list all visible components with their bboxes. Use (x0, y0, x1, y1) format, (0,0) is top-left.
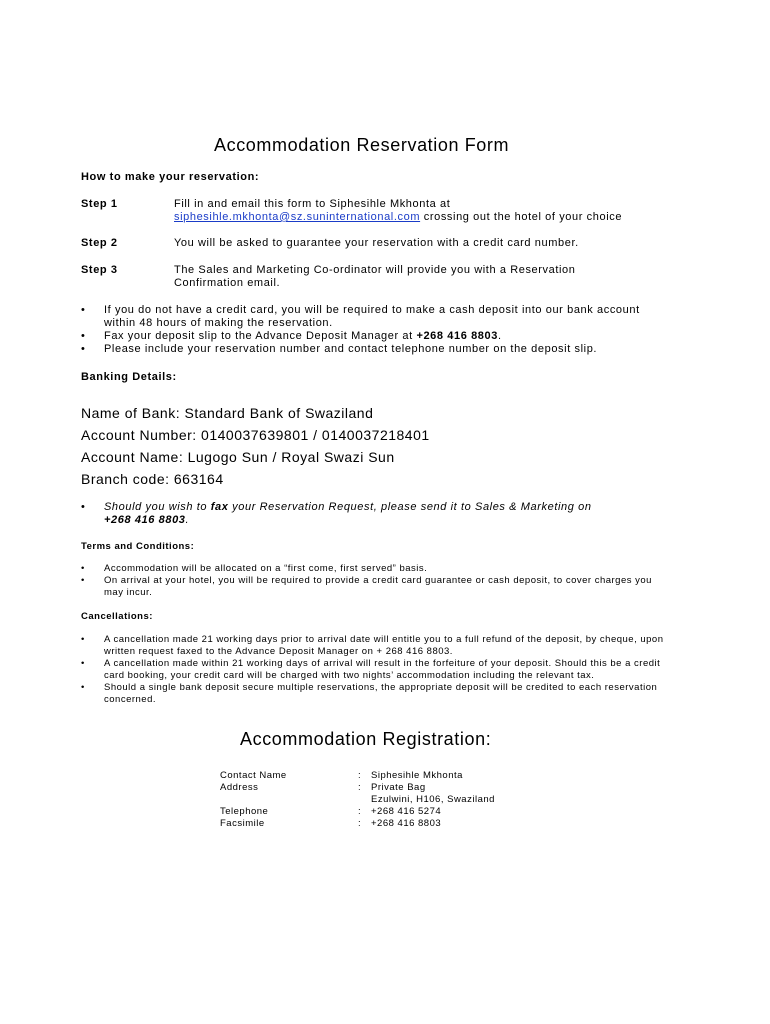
contact-values (371, 770, 495, 830)
contact-separators (358, 770, 361, 830)
step-2-label: Step 2 (81, 237, 118, 249)
separator: : (358, 782, 362, 793)
registration-title: Accommodation Registration: (240, 729, 492, 749)
separator: : (358, 806, 362, 817)
address-label: Address (220, 782, 259, 793)
how-heading: How to make your reservation: (81, 171, 260, 183)
list-item (81, 563, 671, 575)
bullet-text: Please include your reservation number and contact telephone number on the deposit slip. (104, 343, 598, 355)
address-line1: Private Bag (371, 782, 426, 793)
contact-labels (220, 770, 287, 830)
terms-heading: Terms and Conditions: (81, 541, 195, 552)
facsimile-label: Facsimile (220, 818, 265, 829)
fax-request-part2: your Reservation Request, please send it to Sales & Marketing on (228, 501, 592, 513)
step-1-label: Step 1 (81, 198, 118, 210)
cancellation-text: A cancellation made within 21 working days of arrival will result in the forfeiture of your deposit. Should this be a credit card booking, your credit card will be charged with two nights’ accommodation including the relevant tax. (104, 658, 661, 681)
banking-heading: Banking Details: (81, 371, 177, 383)
cancellations-list (81, 634, 671, 706)
fax-request-text (104, 501, 592, 527)
list-item (81, 658, 671, 682)
cancellation-text: Should a single bank deposit secure multiple reservations, the appropriate deposit will be credited to each reservation concerned. (104, 682, 658, 705)
bullet-icon: • (81, 634, 85, 645)
fax-bullet-number: +268 416 8803 (416, 330, 498, 342)
fax-bullet-after: . (497, 330, 502, 342)
bullet-icon: • (81, 343, 86, 355)
step-3-text: The Sales and Marketing Co-ordinator will provide you with a Reservation Confirmation email. (174, 264, 576, 289)
bullet-icon: • (81, 330, 86, 342)
fax-request-fax: fax (210, 501, 229, 513)
facsimile-value: +268 416 8803 (371, 818, 442, 829)
bullet-icon: • (81, 682, 85, 693)
telephone-value: +268 416 5274 (371, 806, 442, 817)
bullet-icon: • (81, 304, 86, 316)
list-item (81, 682, 671, 706)
bullet-icon: • (81, 575, 85, 586)
contact-name-value: Siphesihle Mkhonta (371, 770, 463, 781)
email-link[interactable]: siphesihle.mkhonta@sz.suninternational.com (174, 211, 421, 223)
fax-request-number: +268 416 8803 (104, 514, 186, 526)
bank-details (81, 402, 430, 490)
step-1-line2-rest: crossing out the hotel of your choice (420, 211, 623, 223)
term-text: On arrival at your hotel, you will be required to provide a credit card guarantee or cash deposit, to cover charges you may incur. (104, 575, 652, 598)
bullet-icon: • (81, 658, 85, 669)
account-number: Account Number: 0140037639801 / 0140037218401 (81, 427, 430, 443)
term-text: Accommodation will be allocated on a “first come, first served” basis. (104, 563, 428, 574)
bullet-text: If you do not have a credit card, you will be required to make a cash deposit into our bank account within 48 hours of making the reservation. (104, 304, 640, 329)
list-item (81, 575, 671, 599)
fax-request (81, 501, 651, 527)
step-1-text (174, 198, 694, 224)
step-3-label: Step 3 (81, 264, 118, 276)
bullet-text (104, 330, 502, 343)
deposit-bullets (81, 304, 661, 356)
terms-list (81, 563, 671, 599)
cancellation-text: A cancellation made 21 working days prior to arrival date will entitle you to a full refund of the deposit, by cheque, upon written request faxed to the Advance Deposit Manager on + 268 416 8803. (104, 634, 664, 657)
bullet-icon: • (81, 501, 86, 513)
list-item (81, 634, 671, 658)
telephone-label: Telephone (220, 806, 269, 817)
fax-bullet-before: Fax your deposit slip to the Advance Deposit Manager at (104, 330, 417, 342)
contact-name-label: Contact Name (220, 770, 287, 781)
step-2-text: You will be asked to guarantee your reservation with a credit card number. (174, 237, 579, 249)
page-title: Accommodation Reservation Form (214, 135, 510, 155)
bullet-icon: • (81, 563, 85, 574)
cancellations-heading: Cancellations: (81, 611, 153, 622)
list-item (81, 343, 661, 356)
step-1-line2 (174, 211, 694, 224)
account-name: Account Name: Lugogo Sun / Royal Swazi Sun (81, 449, 395, 465)
fax-request-part1: Should you wish to (104, 501, 211, 513)
separator: : (358, 818, 362, 829)
address-line2: Ezulwini, H106, Swaziland (371, 794, 495, 805)
step-1-line1: Fill in and email this form to Siphesihle Mkhonta at (174, 198, 451, 210)
list-item (81, 330, 661, 343)
fax-request-end: . (185, 514, 190, 526)
list-item (81, 304, 661, 330)
separator: : (358, 770, 362, 781)
bank-name: Name of Bank: Standard Bank of Swaziland (81, 405, 374, 421)
branch-code: Branch code: 663164 (81, 471, 224, 487)
